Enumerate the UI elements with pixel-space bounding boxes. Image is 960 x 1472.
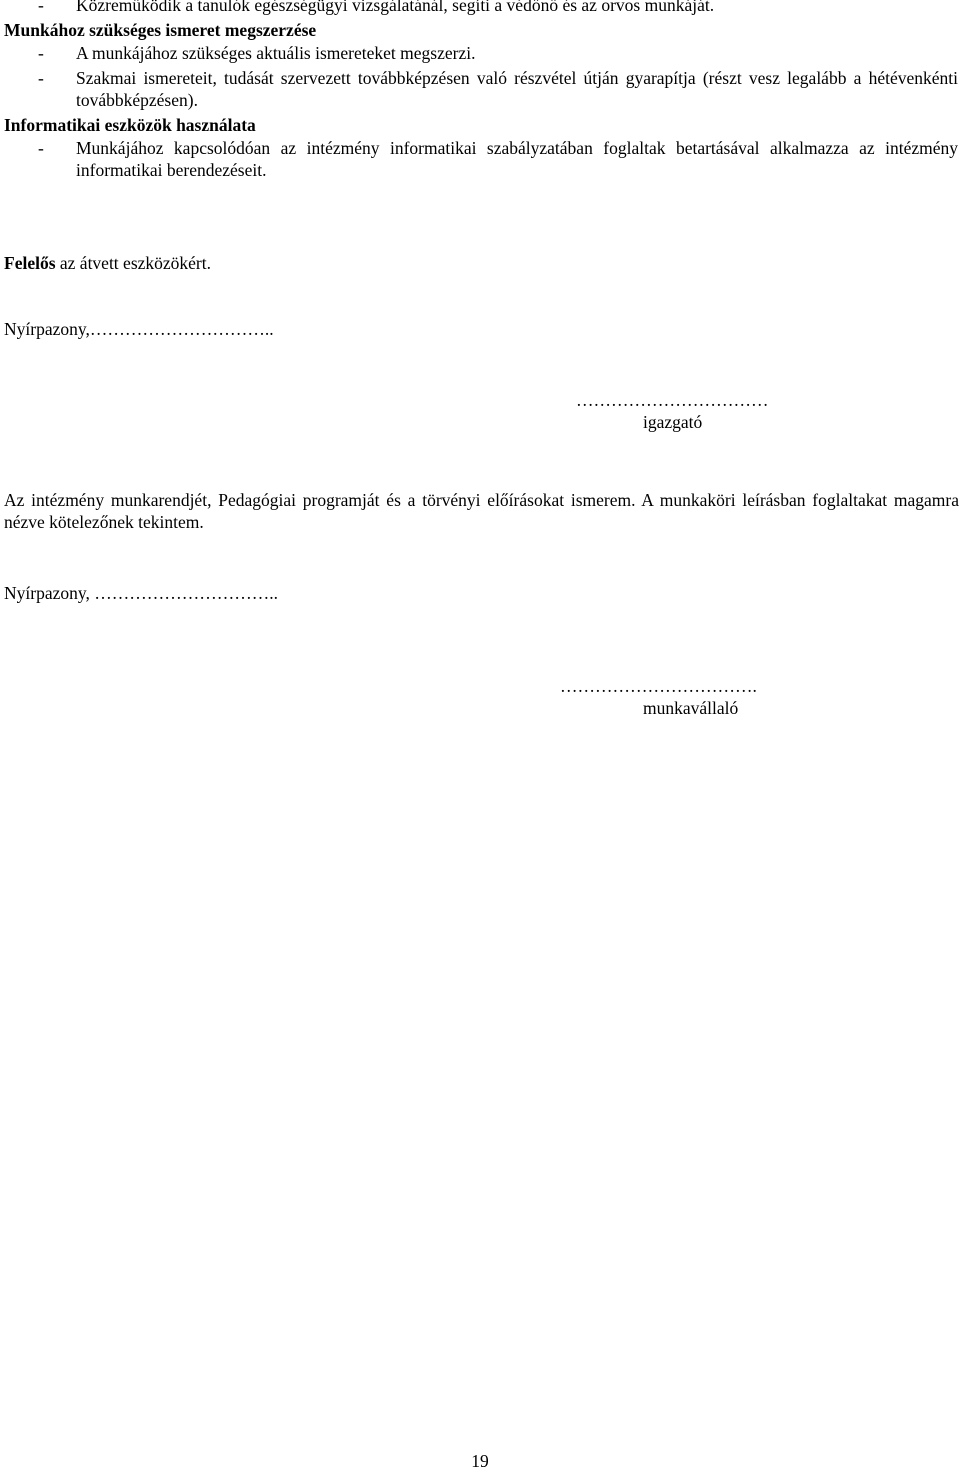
section-heading-it: Informatikai eszközök használata [4, 115, 256, 135]
responsibility-rest: az átvett eszközökért. [55, 253, 211, 273]
bullet-knowledge-2 [0, 67, 960, 111]
responsibility-line [4, 252, 211, 274]
bullet-dash: - [38, 68, 44, 88]
bullet-knowledge-1 [0, 42, 960, 64]
bullet-it-1 [0, 137, 960, 181]
bullet-health-check [0, 0, 960, 16]
responsibility-bold: Felelős [4, 253, 56, 273]
bullet-dash: - [38, 138, 44, 158]
bullet-text: Munkájához kapcsolódóan az intézmény informatikai szabályzatában foglaltak betartásával alkalmazza az intézmény informatikai berendezéseit. [76, 138, 958, 180]
signature-role-employee: munkavállaló [643, 698, 739, 718]
place-date-line-2: Nyírpazony, ………………………….. [4, 583, 278, 603]
bullet-dash: - [38, 0, 44, 15]
bullet-text: A munkájához szükséges aktuális ismereteket megszerzi. [76, 43, 476, 63]
bullet-text: Szakmai ismereteit, tudását szervezett továbbképzésen való részvétel útján gyarapítja (részt vesz legalább a hétévenkénti továbbképzésen). [76, 68, 958, 110]
signature-role-director: igazgató [643, 412, 703, 432]
bullet-dash: - [38, 43, 44, 63]
section-heading-knowledge: Munkához szükséges ismeret megszerzése [4, 20, 317, 40]
page-number: 19 [471, 1451, 489, 1471]
signature-dots-1: …………………………… [576, 390, 769, 410]
statement-paragraph: Az intézmény munkarendjét, Pedagógiai programját és a törvényi előírásokat ismerem. A munkaköri leírásban foglaltakat magamra nézve kötelezőnek tekintem. [4, 490, 959, 532]
place-date-line-1: Nyírpazony,………………………….. [4, 319, 274, 339]
bullet-text: Közreműködik a tanulók egészségügyi vizsgálatánál, segíti a védőnő és az orvos munkáját. [76, 0, 715, 15]
signature-dots-2: ……………………………. [560, 676, 757, 696]
